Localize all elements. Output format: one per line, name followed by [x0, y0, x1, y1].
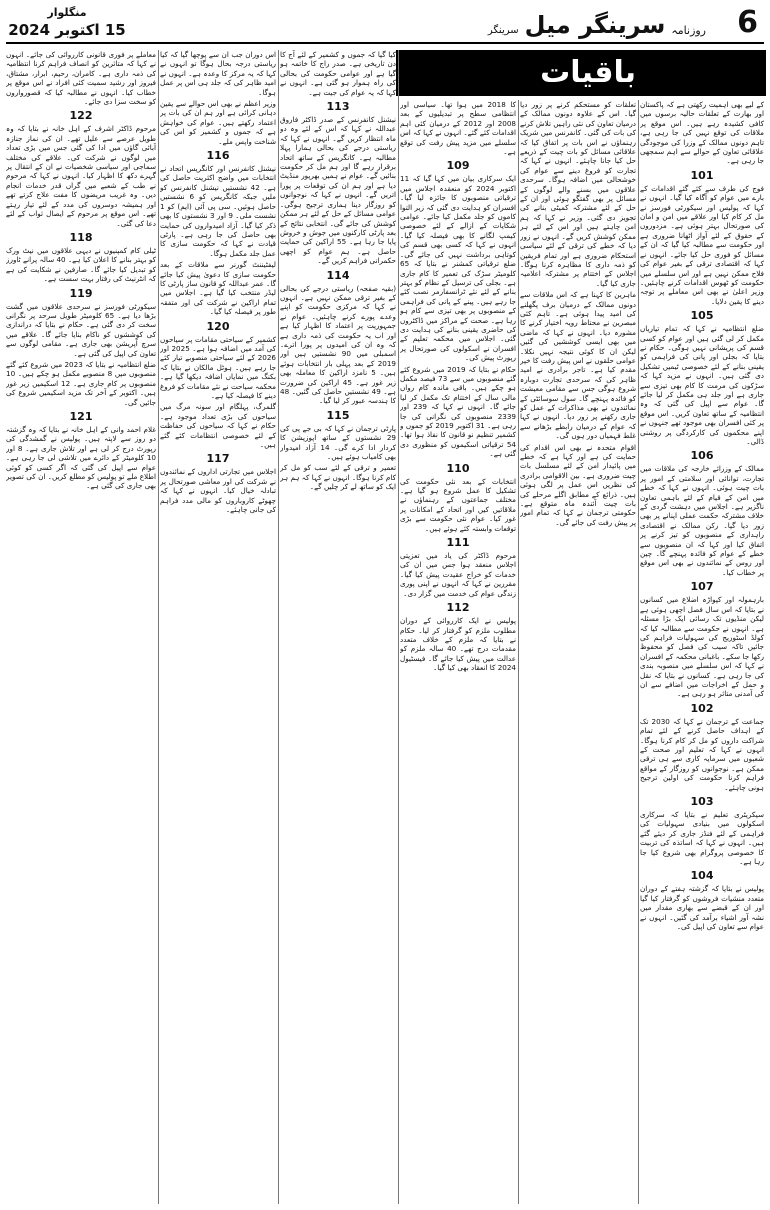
article-continuation: [640, 702, 764, 792]
article-text: ضلع انتظامیہ نے کہا کہ تمام تیاریاں مکمل کر لی گئی ہیں اور عوام کو کسی قسم کی پریشانی نہیں ہوگی۔ حکام نے بتایا کہ بجلی اور پانی کی فراہمی کو یقینی بنانے کے لئے خصوصی ٹیمیں تشکیل دی گئی ہیں۔ انہوں نے مزید کہا کہ سڑکوں کی مرمت کا کام بھی تیزی سے جاری ہے اور جلد ہی مکمل کر لیا جائے گا۔ عوام سے اپیل کی گئی کہ وہ انتظامیہ کے ساتھ تعاون کریں۔ اس موقع پر کئی افسران بھی موجود تھے جنہوں نے اپنے محکموں کی کارکردگی پر روشنی ڈالی۔: [640, 324, 764, 446]
article-text: اس دوران جب ان سے پوچھا گیا کہ کیا ریاستی درجہ بحال ہوگا تو انہوں نے کہا کہ یہ مرکز کا وعدہ ہے۔ انہوں نے امید ظاہر کی کہ جلد ہی اس پر عمل ہوگا۔: [160, 50, 276, 97]
article-continuation: [640, 795, 764, 866]
continuation-number: 118: [69, 230, 93, 244]
continuation-number: 117: [206, 452, 230, 466]
continuation-number: 110: [446, 461, 470, 475]
continuation-number: 122: [69, 109, 93, 123]
continuation-number: 106: [690, 449, 714, 463]
continuation-number: 103: [690, 795, 714, 808]
article-continuation: [160, 149, 276, 258]
article-continuation: [6, 410, 156, 491]
masthead-prefix: روزنامہ: [671, 24, 706, 37]
continuation-number: 113: [326, 100, 350, 114]
article-continuation: [6, 50, 156, 106]
column-divider: [398, 50, 399, 1204]
article-continuation: [640, 169, 764, 306]
article-continuation: [6, 231, 156, 284]
article-text: سیکورٹی فورسز نے سرحدی علاقوں میں گشت بڑھا دیا ہے۔ 65 کلومیٹر طویل سرحد پر نگرانی سخت کر دی گئی ہے۔ حکام نے بتایا کہ دراندازی کی کوششوں کو ناکام بنایا جائے گا۔ علاقے میں سرچ آپریشن بھی جاری ہے۔ مقامی لوگوں سے تعاون کی اپیل کی گئی ہے۔: [6, 301, 156, 358]
article-text: سیکریٹری تعلیم نے بتایا کہ سرکاری اسکولوں میں بنیادی سہولیات کی فراہمی کے لئے فنڈز جاری کر دیئے گئے ہیں۔ انہوں نے کہا کہ اساتذہ کی تربیت کا خصوصی پروگرام بھی شروع کیا جا رہا ہے۔: [640, 810, 764, 867]
page-header: [6, 6, 764, 40]
column-5: [160, 50, 276, 1204]
article-continuation: [160, 260, 276, 316]
article-text: اجلاس میں تجارتی اداروں کے نمائندوں نے شرکت کی اور معاشی صورتحال پر تبادلہ خیال کیا۔ انہوں نے کہا کہ چھوٹے کاروباروں کو مالی مدد فراہم کی جانی چاہئے۔: [160, 467, 276, 515]
article-text: گلمرگ، پہلگام اور سونہ مرگ میں سیاحوں کی بڑی تعداد موجود ہے۔ حکام نے کہا کہ سیاحوں کی حفاظت کے لئے خصوصی انتظامات کئے گئے ہیں۔: [160, 402, 276, 450]
article-text: جماعت کے ترجمان نے کہا کہ 2030 تک کے اہداف حاصل کرنے کے لئے تمام شراکت داروں کو مل کر کام کرنا ہوگا۔ انہوں نے کہا کہ تعلیم اور صحت کے شعبوں میں سرمایہ کاری سے ہی ترقی ممکن ہے۔ نوجوانوں کو روزگار کے مواقع فراہم کرنا حکومت کی اولین ترجیح ہونی چاہئے۔: [640, 716, 764, 792]
article-continuation: [6, 287, 156, 358]
article-text: حکام نے بتایا کہ 2019 میں شروع کئے گئے منصوبوں میں سے 73 فیصد مکمل ہو چکے ہیں۔ باقی ماندہ کام رواں مالی سال کے اختتام تک مکمل کر لیا جائے گا۔ انہوں نے کہا کہ 239 اور 2339 منصوبوں کی نگرانی کی جا رہی ہے۔ 31 اکتوبر 2019 کو جموں و کشمیر تنظیم نو قانون کا نفاذ ہوا تھا۔ 54 ترقیاتی اسکیموں کو منظوری دی گئی ہے۔: [400, 364, 516, 459]
continuation-number: 101: [690, 168, 714, 182]
continuation-number: 116: [206, 149, 230, 163]
article-continuation: [280, 269, 396, 406]
article-continuation: [640, 100, 764, 166]
continuation-number: 121: [69, 410, 93, 423]
column-4: [280, 50, 396, 1204]
continuation-number: 111: [446, 536, 470, 550]
article-text: ممالک کے وزرائے خارجہ کی ملاقات میں تجارت، توانائی اور سلامتی کے امور پر بات چیت ہوئی۔ انہوں نے کہا کہ خطے میں امن کے قیام کے لئے باہمی تعاون ناگزیر ہے۔ اجلاس میں دہشت گردی کے خلاف مشترکہ حکمت عملی اپنانے پر بھی زور دیا گیا۔ رکن ممالک نے اقتصادی راہداری کے منصوبوں کو تیز کرنے پر اتفاق کیا اور کہا کہ ان منصوبوں سے خطے کے عوام کو فائدہ پہنچے گا۔ چین اور روس کے نمائندوں نے بھی اس موقع پر خطاب کیا۔: [640, 464, 764, 577]
column-divider: [158, 50, 159, 1204]
article-continuation: [160, 320, 276, 401]
article-text: ایک سرکاری بیان میں کہا گیا کہ 11 اکتوبر 2024 کو منعقدہ اجلاس میں ترقیاتی منصوبوں کا جائزہ لیا گیا۔ افسران کو ہدایت دی گئی کہ زیر التوا کاموں کو جلد مکمل کیا جائے۔ عوامی شکایات کے ازالے کے لئے خصوصی کیمپ لگانے کا بھی فیصلہ کیا گیا۔ انہوں نے کہا کہ کسی بھی قسم کی کوتاہی برداشت نہیں کی جائے گی۔ ضلع ترقیاتی کمشنر نے بتایا کہ 65 کلومیٹر سڑک کی تعمیر کا کام جاری ہے۔ بجلی کی ترسیل کے نظام کو بہتر بنانے کے لئے نئے ٹرانسفارمر نصب کئے جا رہے ہیں۔ پینے کے پانی کی فراہمی کے منصوبوں پر بھی تیزی سے کام ہو رہا ہے۔ صحت کے مراکز میں ڈاکٹروں کی حاضری یقینی بنانے کی ہدایت دی گئی۔ اجلاس میں محکمہ تعلیم کے افسران نے اسکولوں کی صورتحال پر رپورٹ پیش کی۔: [400, 174, 516, 363]
newspaper-name: سرینگر میل: [524, 11, 666, 39]
article-continuation: [640, 449, 764, 577]
article-text: مرحوم ڈاکٹر کی یاد میں تعزیتی اجلاس منعقد ہوا جس میں ان کی خدمات کو خراج عقیدت پیش کیا گیا۔ مقررین نے کہا کہ انہوں نے اپنی پوری زندگی عوام کی خدمت میں گزار دی۔: [400, 551, 516, 598]
column-2: [520, 100, 636, 1204]
article-continuation: [280, 409, 396, 462]
article-text: تعلقات کو مستحکم کرنے پر زور دیا گیا۔ اس کے علاوہ دونوں ممالک کے درمیان تعاون کی نئی راہیں تلاش کرنے کی بات کی گئی۔ کانفرنس میں شریک رہنماؤں نے اس بات پر اتفاق کیا کہ علاقائی مسائل کو بات چیت کے ذریعے حل کیا جانا چاہئے۔ انہوں نے کہا کہ تجارت کو فروغ دینے سے عوام کی خوشحالی میں اضافہ ہوگا۔ سرحدی علاقوں میں بسنے والے لوگوں کے مسائل پر بھی گفتگو ہوئی اور ان کے حل کے لئے مشترکہ کمیٹی بنانے کی تجویز دی گئی۔ وزیر نے کہا کہ ہم امن چاہتے ہیں اور اس کے لئے ہر ممکن کوشش کریں گے۔ انہوں نے زور دیا کہ خطے کی ترقی کے لئے سیاسی استحکام ضروری ہے اور تمام فریقین کو ذمہ داری کا مظاہرہ کرنا ہوگا۔ اجلاس کے اختتام پر مشترکہ اعلامیہ جاری کیا گیا۔: [520, 100, 636, 288]
article-continuation: [520, 443, 636, 528]
article-text: کے لیے بھی اہمیت رکھتی ہے کہ پاکستان اور بھارت کے تعلقات حالیہ برسوں میں کافی کشیدہ رہے ہیں۔ اس موقع پر ملاقات کی توقع نہیں کی جا رہی ہے، تاہم دونوں ممالک کے وزرا کی موجودگی علاقائی تعاون کے حوالے سے اہم سمجھی جا رہی ہے۔: [640, 100, 764, 166]
column-6: [6, 50, 156, 1204]
column-divider: [638, 100, 639, 1204]
section-title: باقیات: [540, 55, 636, 90]
article-continuation: [400, 536, 516, 598]
masthead: [488, 6, 706, 40]
article-continuation: [400, 100, 516, 156]
continuation-number: 105: [690, 309, 714, 323]
continuation-number: 112: [446, 601, 470, 615]
article-text: ٹیلی کام کمپنیوں نے دیہی علاقوں میں نیٹ ورک کو بہتر بنانے کا اعلان کیا ہے۔ 40 سالہ پرانے ٹاورز کو تبدیل کیا جائے گا۔ صارفین نے شکایت کی ہے کہ انٹرنیٹ کی رفتار بہت سست ہے۔: [6, 245, 156, 284]
article-text: غلام احمد وانی کے اہل خانہ نے بتایا کہ وہ گزشتہ دو روز سے لاپتہ ہیں۔ پولیس نے گمشدگی کی رپورٹ درج کر لی ہے اور تلاش جاری ہے۔ 8 اور 10 کلومیٹر کے دائرے میں تلاشی لی جا رہی ہے۔ عوام سے اپیل کی گئی کہ اگر کسی کو کوئی اطلاع ملے تو پولیس کو مطلع کریں۔ ان کی تصویر بھی جاری کی گئی ہے۔: [6, 425, 156, 491]
article-text: بارہمولہ اور کپواڑہ اضلاع میں کسانوں نے بتایا کہ اس سال فصل اچھی ہوئی ہے لیکن منڈیوں تک رسائی ایک بڑا مسئلہ ہے۔ انہوں نے حکومت سے مطالبہ کیا کہ کولڈ اسٹوریج کی سہولیات فراہم کی جائیں تاکہ سیب کی فصل کو محفوظ رکھا جا سکے۔ باغبانی محکمہ کے افسران نے کہا کہ اس سلسلے میں منصوبہ بندی کی جا رہی ہے۔ کسانوں نے بتایا کہ نقل و حمل کے اخراجات میں اضافے سے ان کی آمدنی متاثر ہو رہی ہے۔: [640, 595, 764, 699]
masthead-city: سرینگر: [487, 25, 519, 36]
article-continuation: [640, 869, 764, 931]
article-continuation: [6, 109, 156, 227]
article-text: پولیس نے ایک کارروائی کے دوران مطلوب ملزم کو گرفتار کر لیا۔ حکام نے بتایا کہ ملزم کے خلاف متعدد مقدمات درج تھے۔ 40 سالہ ملزم کو عدالت میں پیش کیا جائے گا۔ فیسٹیول 2024 کا انعقاد بھی کیا گیا۔: [400, 616, 516, 673]
article-continuation: [640, 309, 764, 446]
column-divider: [518, 100, 519, 1204]
column-3: [400, 100, 516, 1204]
article-continuation: [160, 50, 276, 97]
article-text: معاملے پر فوری قانونی کارروائی کی جائے۔ انہوں نے کہا کہ متاثرین کو انصاف فراہم کرنا انتظامیہ کی ذمہ داری ہے۔ کامران، رحیم، ابرار، مشتاق، فیروز اور رشید سمیت کئی افراد نے اس موقع پر خطاب کیا۔ انہوں نے مطالبہ کیا کہ قصورواروں کو سخت سزا دی جائے۔: [6, 50, 156, 107]
page-number: 6: [737, 5, 758, 40]
issue-date: 15 اکتوبر 2024: [8, 21, 126, 39]
article-text: فوج کی طرف سے کئے گئے اقدامات کے بارے میں عوام کو آگاہ کیا گیا۔ انہوں نے کہا کہ پولیس اور سیکورٹی فورسز نے مل کر کام کیا اور علاقے میں امن و امان کی صورتحال بہتر ہوئی ہے۔ مزدوروں کے حقوق کے لئے آواز اٹھانا ضروری ہے اور حکومت سے مطالبہ کیا گیا کہ ان کے مسائل کو فوری حل کیا جائے۔ انہوں نے کہا کہ اقتصادی ترقی کے بغیر عوام کی فلاح ممکن نہیں ہے اور اس سلسلے میں حکومت کو ٹھوس اقدامات کرنے چاہئیں۔ وزیر اعلیٰ نے بھی اس معاملے پر توجہ دینے کا یقین دلایا۔: [640, 183, 764, 306]
article-continuation: [6, 360, 156, 407]
article-continuation: [160, 402, 276, 449]
continuation-number: 104: [690, 869, 714, 883]
article-text: وزیر اعظم نے بھی اس حوالے سے یقین دہانی کرائی ہے اور ہم ان کی بات پر اعتماد رکھتے ہیں۔ عوام کی خواہش ہے کہ جموں و کشمیر کو اس کی شناخت واپس ملے۔: [160, 99, 276, 146]
article-text: پولیس نے بتایا کہ گزشتہ ہفتے کے دوران متعدد منشیات فروشوں کو گرفتار کیا گیا اور ان کے قبضے سے بھاری مقدار میں نشہ آور اشیاء برآمد کی گئیں۔ انہوں نے عوام سے تعاون کی اپیل کی۔: [640, 884, 764, 932]
article-text: پارٹی ترجمان نے کہا کہ بی جے پی کی 29 نشستوں کے ساتھ اپوزیشن کا کردار ادا کرے گی۔ 14 آزاد امیدوار بھی کامیاب ہوئے ہیں۔: [280, 423, 396, 462]
article-continuation: [160, 99, 276, 146]
article-text: کا 2018 میں ہوا تھا۔ سیاسی اور انتظامی سطح پر تبدیلیوں کے بعد 2008 اور 2012 کے درمیان کئی اہم اقدامات کئے گئے۔ انہوں نے کہا کہ اس سلسلے میں مزید پیش رفت کی توقع ہے۔: [400, 100, 516, 157]
article-continuation: [520, 100, 636, 288]
article-text: انتخابات کے بعد نئی حکومت کی تشکیل کا عمل شروع ہو گیا ہے۔ مختلف جماعتوں کے رہنماؤں نے ملاقاتیں کیں اور اتحاد کے امکانات پر غور کیا۔ عوام نئی حکومت سے بڑی توقعات وابستہ کئے ہوئے ہیں۔: [400, 476, 516, 533]
continuation-number: 107: [690, 580, 714, 594]
article-continuation: [520, 290, 636, 441]
article-text: نیشنل کانفرنس اور کانگریس اتحاد نے انتخابات میں واضح اکثریت حاصل کی ہے۔ 42 نشستیں نیشنل کانفرنس کو ملیں جبکہ کانگریس کو 6 نشستیں حاصل ہوئیں۔ سی پی آئی (ایم) کو 1 نشست ملی۔ 9 اور 3 نشستوں کا بھی ذکر کیا گیا۔ آزاد امیدواروں کی حمایت بھی حاصل کی جا رہی ہے۔ پارٹی قیادت نے کہا کہ حکومت سازی کا عمل جلد مکمل ہوگا۔: [160, 164, 276, 258]
article-text: ماہرین کا کہنا ہے کہ اس ملاقات سے دونوں ممالک کے درمیان برف پگھلنے کی امید پیدا ہوئی ہے۔ تاہم کئی مبصرین نے محتاط رویہ اختیار کرنے کا مشورہ دیا۔ انہوں نے کہا کہ ماضی میں بھی ایسی کوششیں کی گئیں لیکن ان کا کوئی نتیجہ نہیں نکلا۔ عوامی حلقوں نے اس پیش رفت کا خیر مقدم کیا ہے۔ تاجر برادری نے امید ظاہر کی کہ سرحدی تجارت دوبارہ شروع ہوگی جس سے مقامی معیشت کو فائدہ پہنچے گا۔ سول سوسائٹی کے نمائندوں نے بھی مذاکرات کے عمل کو جاری رکھنے پر زور دیا۔ انہوں نے کہا کہ عوام کے درمیان رابطے بڑھانے سے غلط فہمیاں دور ہوں گی۔: [520, 290, 636, 441]
article-continuation: [280, 463, 396, 491]
article-text: کیا گیا کہ جموں و کشمیر کے لئے آج کا دن تاریخی ہے۔ صدر راج کا خاتمہ ہو گیا ہے اور عوامی حکومت کی بحالی کی راہ ہموار ہو گئی ہے۔ انہوں نے کہا کہ یہ عوام کی جیت ہے۔: [280, 50, 396, 97]
article-continuation: [280, 50, 396, 97]
column-divider: [278, 50, 279, 1204]
article-continuation: [400, 365, 516, 459]
continuation-number: 109: [446, 159, 470, 173]
article-text: نیشنل کانفرنس کے صدر ڈاکٹر فاروق عبداللہ نے کہا کہ اس کے لئے وہ دو ماہ انتظار کریں گے۔ انہوں نے کہا کہ ریاستی درجے کی بحالی ہمارا پہلا مطالبہ ہے۔ کانگریس کے ساتھ اتحاد برقرار رہے گا اور ہم مل کر حکومت بنائیں گے۔ عوام نے ہمیں بھرپور منڈیٹ دیا ہے اور ہم ان کی توقعات پر پورا اتریں گے۔ انہوں نے کہا کہ نوجوانوں کو روزگار دینا ہماری ترجیح ہوگی۔ عوامی مسائل کے حل کے لئے ہر ممکن کوشش کی جائے گی۔ انتخابی نتائج کے بعد پارٹی کارکنوں میں جوش و خروش پایا جا رہا ہے۔ 55 اراکین کی حمایت حاصل ہے۔ ہم عوام کو اچھی حکمرانی فراہم کریں گے۔: [280, 115, 396, 266]
continuation-number: 120: [206, 319, 230, 333]
article-text: مرحوم ڈاکٹر اشرف کے اہل خانہ نے بتایا کہ وہ طویل عرصے سے علیل تھے۔ ان کی نماز جنازہ آبائی گاؤں میں ادا کی گئی جس میں بڑی تعداد میں لوگوں نے شرکت کی۔ علاقے کی مختلف سماجی اور سیاسی شخصیات نے ان کے انتقال پر گہرے دکھ کا اظہار کیا۔ انہوں نے کہا کہ مرحوم نے طب کے شعبے میں گراں قدر خدمات انجام دیں۔ وہ غریب مریضوں کا مفت علاج کرتے تھے اور ہمیشہ دوسروں کی مدد کے لئے تیار رہتے تھے۔ اس موقع پر مرحوم کے ایصال ثواب کے لئے دعا کی گئی۔: [6, 124, 156, 228]
article-continuation: [160, 452, 276, 514]
article-continuation: [400, 159, 516, 362]
article-text: ضلع انتظامیہ نے بتایا کہ 2023 میں شروع کئے گئے منصوبوں میں 8 منصوبے مکمل ہو چکے ہیں۔ 10 منصوبوں پر کام جاری ہے۔ 12 اسکیمیں زیر غور ہیں۔ اکتوبر کے آخر تک مزید اسکیمیں شروع کی جائیں گی۔: [6, 359, 156, 407]
article-text: (بقیہ صفحہ) ریاستی درجے کی بحالی کے بغیر ترقی ممکن نہیں ہے۔ انہوں نے کہا کہ مرکزی حکومت کو اپنے وعدے پورے کرنے چاہئیں۔ عوام نے جمہوریت پر اعتماد کا اظہار کیا ہے اور اب یہ حکومت کی ذمہ داری ہے کہ وہ ان کی امیدوں پر پورا اترے۔ اسمبلی میں 90 نشستیں ہیں اور 2019 کے بعد پہلی بار انتخابات ہوئے ہیں۔ 5 نامزد اراکین کا معاملہ بھی زیر غور ہے۔ 45 اراکین کی ضرورت ہے۔ 49 نشستیں حاصل کی گئیں۔ 48 کا ہندسہ عبور کر لیا گیا۔: [280, 283, 396, 406]
continuation-number: 119: [69, 286, 93, 300]
header-rule: [6, 42, 764, 44]
continuation-number: 102: [690, 701, 714, 715]
section-title-bar: [396, 50, 766, 96]
article-text: کشمیر کے سیاحتی مقامات پر سیاحوں کی آمد میں اضافہ ہوا ہے۔ 2025 اور 2026 کے لئے سیاحتی منصوبے تیار کئے جا رہے ہیں۔ ہوٹل مالکان نے بتایا کہ بکنگ میں نمایاں اضافہ دیکھا گیا ہے۔ محکمہ سیاحت نے نئے مقامات کو فروغ دینے کا فیصلہ کیا ہے۔: [160, 334, 276, 400]
article-text: تعمیر و ترقی کے لئے سب کو مل کر کام کرنا ہوگا۔ انہوں نے کہا کہ ہم ہر ایک کو ساتھ لے کر چلیں گے۔: [280, 463, 396, 492]
article-continuation: [280, 100, 396, 266]
article-continuation: [400, 462, 516, 533]
article-continuation: [640, 580, 764, 698]
dateline: [6, 6, 128, 40]
article-text: اقوام متحدہ نے بھی اس اقدام کی حمایت کی ہے اور کہا ہے کہ خطے میں پائیدار امن کے لئے مسلسل بات چیت ضروری ہے۔ بین الاقوامی برادری کی نظریں اس عمل پر لگی ہوئی ہیں۔ ذرائع کے مطابق اگلے مرحلے کی بات چیت آئندہ ماہ متوقع ہے۔ حکومتی ترجمان نے کہا کہ تمام امور پر پیش رفت کی جائے گی۔: [520, 442, 636, 527]
continuation-number: 115: [326, 408, 350, 422]
column-1: [640, 100, 764, 1204]
article-continuation: [400, 601, 516, 672]
article-text: لیفٹیننٹ گورنر سے ملاقات کے بعد حکومت سازی کا دعویٰ پیش کیا جائے گا۔ عمر عبداللہ کو قانون ساز پارٹی کا لیڈر منتخب کیا گیا ہے۔ اجلاس میں تمام اراکین نے شرکت کی اور متفقہ طور پر فیصلہ کیا گیا۔: [160, 260, 276, 317]
weekday: منگلوار: [47, 6, 87, 19]
continuation-number: 114: [326, 268, 350, 282]
